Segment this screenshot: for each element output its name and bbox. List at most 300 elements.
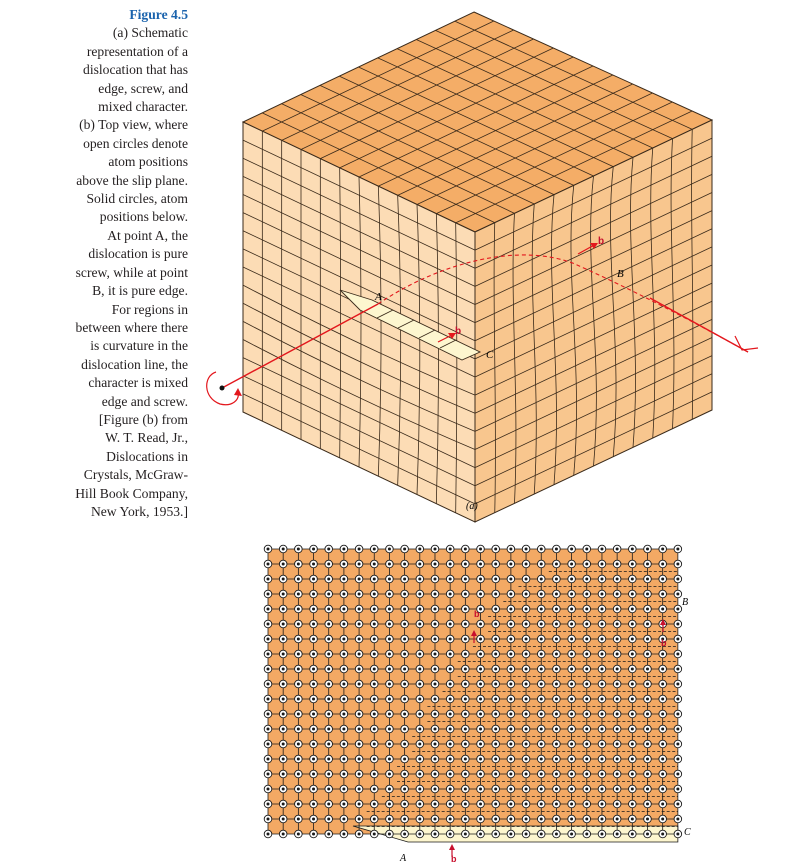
atom-solid-circle (312, 773, 315, 776)
atom-solid-circle (464, 638, 467, 641)
atom-solid-circle (570, 683, 573, 686)
atom-solid-circle (676, 833, 679, 836)
atom-solid-circle (616, 548, 619, 551)
atom-solid-circle (449, 608, 452, 611)
atom-solid-circle (661, 578, 664, 581)
atom-solid-circle (540, 713, 543, 716)
atom-solid-circle (525, 548, 528, 551)
atom-solid-circle (631, 803, 634, 806)
atom-solid-circle (267, 683, 270, 686)
atom-solid-circle (373, 698, 376, 701)
atom-solid-circle (267, 563, 270, 566)
atom-solid-circle (418, 668, 421, 671)
atom-solid-circle (570, 803, 573, 806)
atom-solid-circle (342, 578, 345, 581)
caption-line: (b) Top view, where (79, 117, 188, 133)
atom-solid-circle (676, 638, 679, 641)
atom-solid-circle (525, 728, 528, 731)
atom-solid-circle (342, 548, 345, 551)
atom-solid-circle (646, 803, 649, 806)
atom-solid-circle (661, 743, 664, 746)
atom-solid-circle (676, 653, 679, 656)
atom-solid-circle (403, 548, 406, 551)
atom-solid-circle (494, 833, 497, 836)
atom-solid-circle (418, 713, 421, 716)
atom-solid-circle (646, 578, 649, 581)
atom-solid-circle (373, 593, 376, 596)
atom-solid-circle (661, 563, 664, 566)
atom-solid-circle (388, 563, 391, 566)
caption-line: representation of a (86, 43, 188, 59)
atom-solid-circle (600, 773, 603, 776)
atom-solid-circle (616, 833, 619, 836)
atom-solid-circle (509, 668, 512, 671)
caption-line: positions below. (99, 209, 188, 225)
atom-solid-circle (388, 593, 391, 596)
atom-solid-circle (297, 803, 300, 806)
atom-solid-circle (646, 713, 649, 716)
caption-line: At point A, the (107, 227, 188, 243)
figure-title: Figure 4.5 (129, 7, 188, 22)
atom-solid-circle (585, 638, 588, 641)
atom-solid-circle (282, 698, 285, 701)
atom-solid-circle (616, 608, 619, 611)
atom-solid-circle (525, 788, 528, 791)
atom-solid-circle (373, 713, 376, 716)
atom-solid-circle (267, 698, 270, 701)
atom-solid-circle (661, 773, 664, 776)
atom-solid-circle (418, 758, 421, 761)
atom-solid-circle (282, 728, 285, 731)
atom-solid-circle (342, 653, 345, 656)
atom-solid-circle (631, 623, 634, 626)
atom-solid-circle (433, 743, 436, 746)
atom-solid-circle (449, 833, 452, 836)
atom-solid-circle (540, 638, 543, 641)
atom-solid-circle (327, 743, 330, 746)
atom-solid-circle (433, 563, 436, 566)
atom-solid-circle (509, 563, 512, 566)
atom-solid-circle (297, 593, 300, 596)
atom-solid-circle (525, 683, 528, 686)
atom-solid-circle (388, 638, 391, 641)
caption-line: B, it is pure edge. (92, 283, 188, 299)
atom-solid-circle (418, 743, 421, 746)
atom-solid-circle (449, 713, 452, 716)
atom-solid-circle (433, 788, 436, 791)
atom-solid-circle (373, 548, 376, 551)
atom-solid-circle (676, 608, 679, 611)
atom-solid-circle (433, 728, 436, 731)
atom-solid-circle (282, 833, 285, 836)
atom-solid-circle (509, 758, 512, 761)
atom-solid-circle (494, 563, 497, 566)
atom-solid-circle (555, 623, 558, 626)
atom-solid-circle (570, 548, 573, 551)
atom-solid-circle (525, 818, 528, 821)
atom-solid-circle (464, 713, 467, 716)
caption-line: Solid circles, atom (86, 191, 188, 207)
atom-solid-circle (616, 698, 619, 701)
atom-solid-circle (464, 758, 467, 761)
atom-solid-circle (631, 548, 634, 551)
atom-solid-circle (570, 653, 573, 656)
atom-solid-circle (525, 623, 528, 626)
atom-solid-circle (540, 668, 543, 671)
atom-solid-circle (449, 638, 452, 641)
atom-solid-circle (600, 593, 603, 596)
atom-solid-circle (388, 713, 391, 716)
atom-solid-circle (327, 713, 330, 716)
atom-solid-circle (585, 713, 588, 716)
atom-solid-circle (585, 758, 588, 761)
atom-solid-circle (297, 578, 300, 581)
atom-solid-circle (464, 593, 467, 596)
atom-solid-circle (403, 773, 406, 776)
atom-solid-circle (358, 668, 361, 671)
atom-solid-circle (646, 608, 649, 611)
atom-solid-circle (297, 653, 300, 656)
atom-solid-circle (358, 653, 361, 656)
atom-solid-circle (373, 833, 376, 836)
atom-solid-circle (464, 683, 467, 686)
atom-solid-circle (509, 578, 512, 581)
atom-solid-circle (540, 803, 543, 806)
atom-solid-circle (403, 788, 406, 791)
atom-solid-circle (585, 653, 588, 656)
atom-solid-circle (418, 593, 421, 596)
caption-line: open circles denote (83, 135, 188, 151)
atom-solid-circle (631, 698, 634, 701)
atom-solid-circle (388, 773, 391, 776)
atom-solid-circle (267, 773, 270, 776)
atom-solid-circle (297, 758, 300, 761)
atom-solid-circle (373, 608, 376, 611)
atom-solid-circle (312, 758, 315, 761)
atom-solid-circle (585, 623, 588, 626)
atom-solid-circle (555, 713, 558, 716)
atom-solid-circle (403, 608, 406, 611)
atom-solid-circle (388, 818, 391, 821)
atom-solid-circle (570, 818, 573, 821)
atom-solid-circle (327, 548, 330, 551)
atom-solid-circle (373, 728, 376, 731)
atom-solid-circle (297, 683, 300, 686)
atom-solid-circle (661, 803, 664, 806)
atom-solid-circle (464, 548, 467, 551)
atom-solid-circle (449, 668, 452, 671)
atom-solid-circle (616, 758, 619, 761)
atom-solid-circle (585, 788, 588, 791)
atom-solid-circle (525, 638, 528, 641)
atom-solid-circle (479, 803, 482, 806)
atom-solid-circle (540, 683, 543, 686)
atom-solid-circle (297, 818, 300, 821)
caption-line: dislocation line, the (81, 356, 188, 372)
atom-solid-circle (676, 818, 679, 821)
atom-solid-circle (494, 818, 497, 821)
atom-solid-circle (555, 758, 558, 761)
atom-solid-circle (661, 593, 664, 596)
atom-solid-circle (570, 758, 573, 761)
atom-solid-circle (494, 668, 497, 671)
atom-solid-circle (479, 638, 482, 641)
atom-solid-circle (358, 803, 361, 806)
atom-solid-circle (585, 593, 588, 596)
atom-solid-circle (282, 773, 285, 776)
atom-solid-circle (312, 668, 315, 671)
atom-solid-circle (312, 578, 315, 581)
atom-solid-circle (327, 623, 330, 626)
atom-solid-circle (646, 788, 649, 791)
atom-solid-circle (433, 578, 436, 581)
atom-solid-circle (509, 623, 512, 626)
atom-solid-circle (327, 593, 330, 596)
atom-solid-circle (418, 578, 421, 581)
atom-solid-circle (449, 653, 452, 656)
atom-solid-circle (676, 713, 679, 716)
atom-solid-circle (297, 668, 300, 671)
atom-solid-circle (646, 758, 649, 761)
atom-solid-circle (509, 638, 512, 641)
atom-solid-circle (418, 788, 421, 791)
atom-solid-circle (358, 788, 361, 791)
atom-solid-circle (297, 788, 300, 791)
atom-solid-circle (388, 758, 391, 761)
atom-solid-circle (433, 713, 436, 716)
atom-solid-circle (449, 698, 452, 701)
atom-solid-circle (555, 803, 558, 806)
atom-solid-circle (661, 788, 664, 791)
atom-solid-circle (509, 548, 512, 551)
atom-solid-circle (267, 833, 270, 836)
atom-solid-circle (646, 698, 649, 701)
atom-solid-circle (342, 563, 345, 566)
atom-solid-circle (388, 743, 391, 746)
atom-solid-circle (388, 548, 391, 551)
atom-solid-circle (282, 578, 285, 581)
atom-solid-circle (631, 743, 634, 746)
atom-solid-circle (525, 653, 528, 656)
atom-solid-circle (585, 773, 588, 776)
atom-solid-circle (570, 578, 573, 581)
burgers-vector-label: b (455, 326, 462, 337)
atom-solid-circle (540, 743, 543, 746)
caption-line: edge and screw. (101, 393, 188, 409)
atom-solid-circle (676, 563, 679, 566)
atom-solid-circle (509, 803, 512, 806)
atom-solid-circle (418, 623, 421, 626)
atom-solid-circle (585, 683, 588, 686)
atom-solid-circle (600, 653, 603, 656)
atom-solid-circle (509, 773, 512, 776)
atom-solid-circle (661, 713, 664, 716)
atom-solid-circle (373, 653, 376, 656)
atom-solid-circle (540, 698, 543, 701)
atom-solid-circle (403, 803, 406, 806)
atom-solid-circle (494, 683, 497, 686)
atom-solid-circle (403, 833, 406, 836)
atom-solid-circle (540, 758, 543, 761)
atom-solid-circle (509, 653, 512, 656)
atom-solid-circle (449, 728, 452, 731)
atom-solid-circle (479, 683, 482, 686)
atom-solid-circle (282, 608, 285, 611)
atom-solid-circle (267, 548, 270, 551)
atom-solid-circle (388, 683, 391, 686)
atom-solid-circle (494, 578, 497, 581)
atom-solid-circle (433, 758, 436, 761)
atom-solid-circle (555, 773, 558, 776)
atom-solid-circle (494, 638, 497, 641)
atom-solid-circle (676, 788, 679, 791)
atom-solid-circle (540, 623, 543, 626)
atom-solid-circle (646, 728, 649, 731)
atom-solid-circle (449, 578, 452, 581)
atom-solid-circle (676, 728, 679, 731)
atom-solid-circle (525, 773, 528, 776)
atom-solid-circle (494, 803, 497, 806)
atom-solid-circle (358, 548, 361, 551)
atom-solid-circle (616, 578, 619, 581)
caption-line: is curvature in the (90, 338, 188, 354)
atom-solid-circle (342, 593, 345, 596)
atom-solid-circle (555, 563, 558, 566)
atom-solid-circle (509, 698, 512, 701)
atom-solid-circle (570, 623, 573, 626)
atom-solid-circle (570, 608, 573, 611)
atom-solid-circle (661, 548, 664, 551)
atom-solid-circle (509, 788, 512, 791)
atom-solid-circle (297, 563, 300, 566)
caption-line: mixed character. (98, 99, 188, 115)
atom-solid-circle (509, 818, 512, 821)
atom-solid-circle (342, 728, 345, 731)
atom-solid-circle (555, 653, 558, 656)
atom-solid-circle (600, 833, 603, 836)
atom-solid-circle (661, 833, 664, 836)
atom-solid-circle (433, 608, 436, 611)
atom-solid-circle (433, 668, 436, 671)
atom-solid-circle (342, 743, 345, 746)
atom-solid-circle (555, 548, 558, 551)
atom-solid-circle (525, 803, 528, 806)
atom-solid-circle (661, 758, 664, 761)
atom-solid-circle (676, 623, 679, 626)
atom-solid-circle (282, 623, 285, 626)
atom-solid-circle (403, 668, 406, 671)
atom-solid-circle (327, 818, 330, 821)
atom-solid-circle (282, 743, 285, 746)
atom-solid-circle (388, 653, 391, 656)
atom-solid-circle (646, 623, 649, 626)
atom-solid-circle (358, 773, 361, 776)
atom-solid-circle (358, 638, 361, 641)
atom-solid-circle (585, 698, 588, 701)
atom-solid-circle (312, 548, 315, 551)
atom-solid-circle (327, 728, 330, 731)
atom-solid-circle (282, 593, 285, 596)
burgers-vector-label: b (598, 236, 605, 247)
burgers-vector-label: b (661, 638, 667, 648)
atom-solid-circle (267, 743, 270, 746)
atom-solid-circle (585, 608, 588, 611)
atom-solid-circle (449, 803, 452, 806)
atom-solid-circle (616, 818, 619, 821)
atom-solid-circle (585, 743, 588, 746)
atom-solid-circle (388, 803, 391, 806)
atom-solid-circle (433, 623, 436, 626)
atom-solid-circle (312, 653, 315, 656)
atom-solid-circle (327, 653, 330, 656)
atom-solid-circle (646, 833, 649, 836)
atom-solid-circle (661, 698, 664, 701)
atom-solid-circle (631, 683, 634, 686)
atom-solid-circle (631, 578, 634, 581)
atom-solid-circle (297, 623, 300, 626)
caption-line: W. T. Read, Jr., (105, 430, 188, 446)
atom-solid-circle (570, 713, 573, 716)
atom-solid-circle (555, 608, 558, 611)
atom-solid-circle (646, 548, 649, 551)
atom-solid-circle (585, 728, 588, 731)
atom-solid-circle (555, 788, 558, 791)
atom-solid-circle (388, 833, 391, 836)
atom-solid-circle (494, 743, 497, 746)
atom-solid-circle (600, 788, 603, 791)
atom-solid-circle (525, 743, 528, 746)
atom-solid-circle (358, 818, 361, 821)
atom-solid-circle (555, 593, 558, 596)
atom-solid-circle (373, 683, 376, 686)
atom-solid-circle (373, 803, 376, 806)
atom-solid-circle (525, 563, 528, 566)
atom-solid-circle (312, 698, 315, 701)
atom-solid-circle (555, 638, 558, 641)
atom-solid-circle (418, 773, 421, 776)
atom-solid-circle (494, 593, 497, 596)
atom-solid-circle (418, 833, 421, 836)
atom-solid-circle (297, 743, 300, 746)
atom-solid-circle (661, 668, 664, 671)
atom-solid-circle (312, 593, 315, 596)
atom-solid-circle (616, 713, 619, 716)
atom-solid-circle (282, 653, 285, 656)
atom-solid-circle (433, 593, 436, 596)
atom-solid-circle (646, 743, 649, 746)
atom-solid-circle (676, 548, 679, 551)
atom-solid-circle (418, 548, 421, 551)
atom-solid-circle (449, 623, 452, 626)
atom-solid-circle (433, 638, 436, 641)
atom-solid-circle (600, 608, 603, 611)
atom-solid-circle (297, 728, 300, 731)
panel-a-label: (a) (466, 501, 478, 512)
atom-solid-circle (600, 818, 603, 821)
atom-solid-circle (631, 668, 634, 671)
atom-solid-circle (525, 608, 528, 611)
atom-solid-circle (358, 743, 361, 746)
atom-solid-circle (494, 548, 497, 551)
caption-line: Hill Book Company, (75, 485, 188, 501)
atom-solid-circle (373, 638, 376, 641)
caption-line: [Figure (b) from (98, 411, 188, 427)
atom-solid-circle (267, 803, 270, 806)
atom-solid-circle (600, 758, 603, 761)
atom-solid-circle (494, 653, 497, 656)
atom-solid-circle (342, 833, 345, 836)
atom-solid-circle (616, 788, 619, 791)
